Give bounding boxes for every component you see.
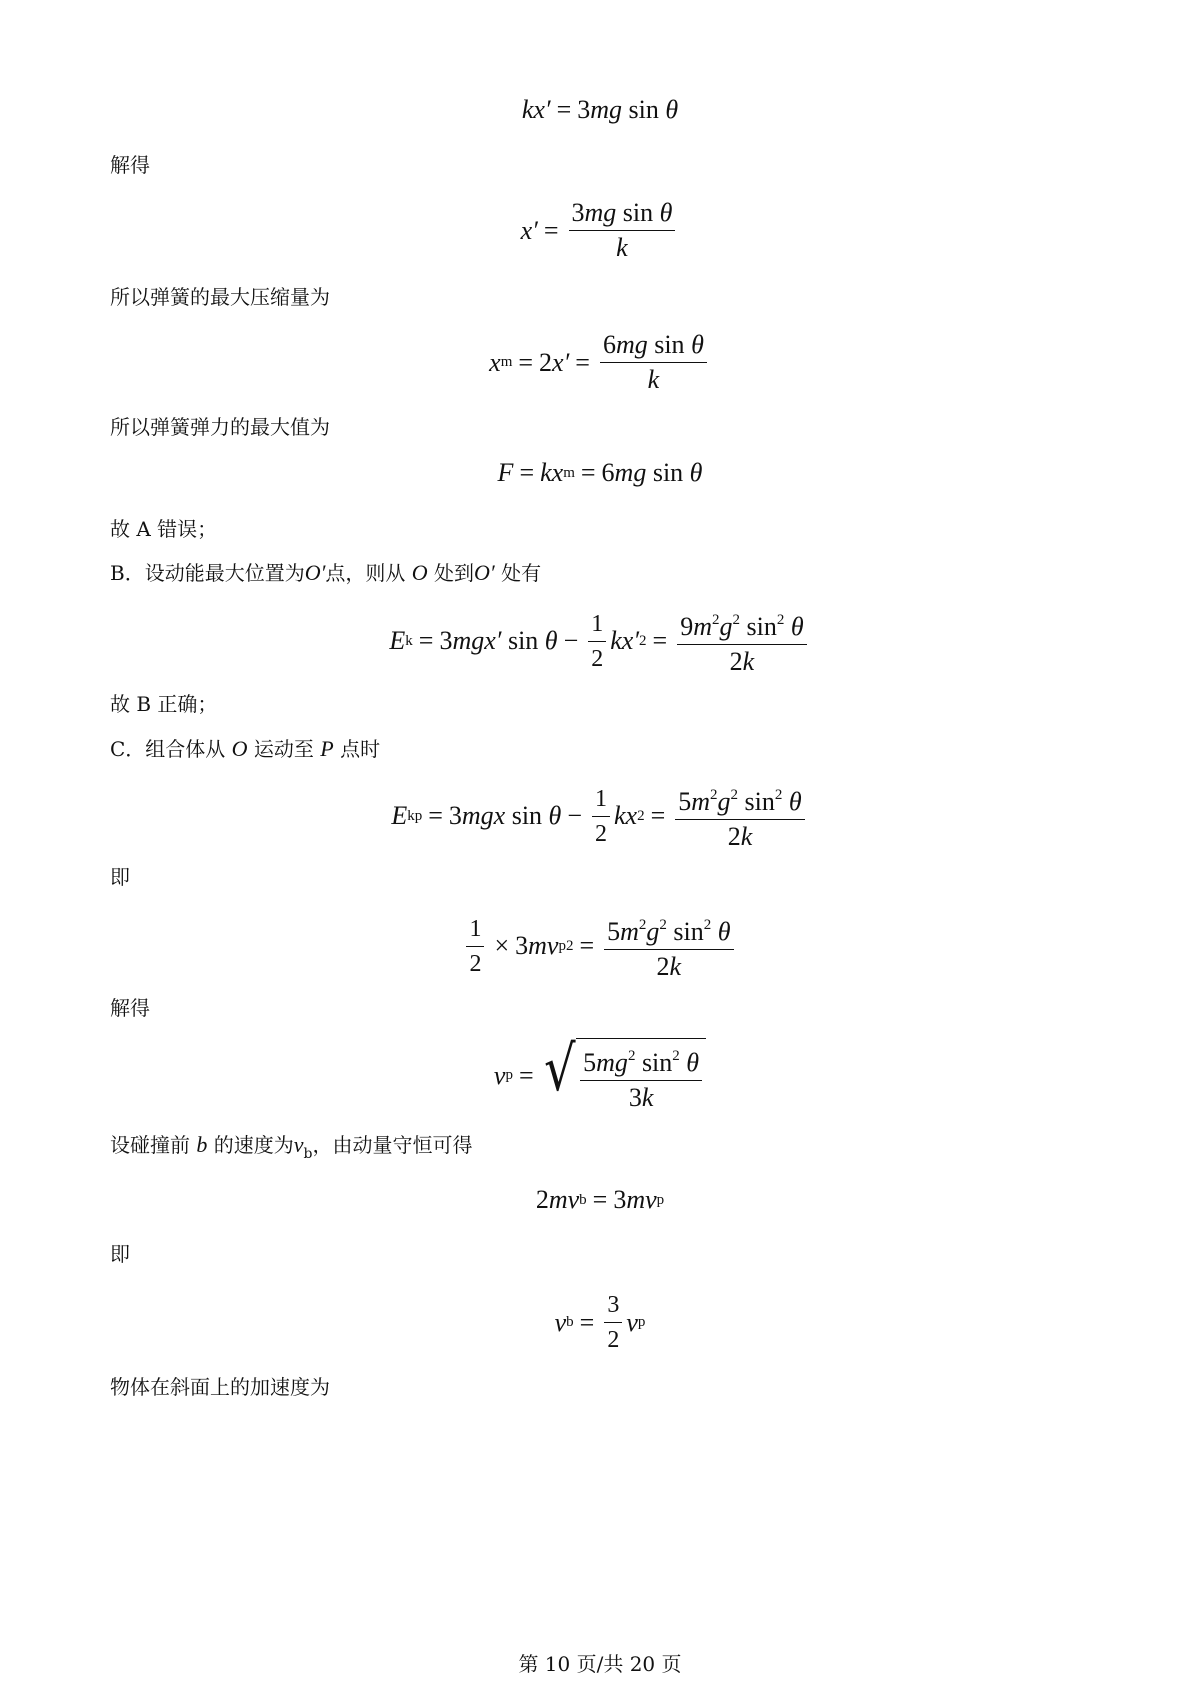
text-mom-part2: 的速度为 [213, 1133, 294, 1157]
equation-9: 2 mv b = 3 mv p [535, 1185, 665, 1214]
text-momentum [110, 1133, 472, 1166]
text-max-compression: 所以弹簧的最大压缩量为 [110, 285, 330, 309]
text-jiede-2: 解得 [110, 996, 150, 1020]
equation-3: x m = 2 x′ = $\frac{\text{6mg sin θ}}{k}$ [0, 330, 1200, 395]
symbol-v-sub-b: b [303, 1146, 313, 1162]
text-b-part3: 处到 [434, 561, 475, 585]
equation-5: E k = 3 mgx′ sin θ − $\frac{1}{2}$ kx′ 2 = $\frac{9m^2g^2 \sin^2 \theta}{2k}$ [0, 605, 1200, 677]
text-acceleration: 物体在斜面上的加速度为 [110, 1375, 330, 1399]
symbol-o-prime: O′ [304, 560, 326, 585]
text-a-wrong: 故 A 错误； [110, 517, 218, 541]
text-c-part1: C．组合体从 [110, 737, 226, 761]
page-footer: 第 10 页/共 20 页 [518, 1652, 682, 1676]
text-b-correct: 故 B 正确； [110, 692, 218, 716]
equation-1: kx′ = 3 mg sin θ [521, 95, 679, 124]
equation-8: v p = √ $\frac{5mg^2 \sin^2 \theta}{3k}$ [0, 1038, 1200, 1113]
text-c-part3: 点时 [340, 737, 381, 761]
text-ji-1: 即 [110, 865, 130, 889]
text-b-part1: B．设动能最大位置为 [110, 561, 305, 585]
symbol-o: O [411, 560, 428, 585]
text-mom-part3: ，由动量守恒可得 [312, 1133, 473, 1157]
symbol-b: b [196, 1132, 208, 1157]
text-ji-2: 即 [110, 1242, 130, 1266]
symbol-o-prime-2: O′ [474, 560, 495, 585]
equation-10: v b = $\frac{3}{2}$ v p [554, 1292, 646, 1354]
text-b-part2: 点，则从 [325, 561, 406, 585]
text-b-intro [110, 561, 541, 585]
symbol-v: v [293, 1132, 304, 1157]
symbol-o-c: O [231, 736, 248, 761]
text-b-part4: 处有 [501, 561, 542, 585]
equation-7: $\frac{1}{2}$ × 3 mv p 2 = $\frac{5m^2g^2 \sin^2 \theta}{2k}$ [0, 910, 1200, 982]
symbol-p: P [320, 736, 334, 761]
equation-2: x′ = $\frac{\text{3mg sin θ}}{k}$ [0, 198, 1200, 263]
text-mom-part1: 设碰撞前 [110, 1133, 190, 1157]
text-c-part2: 运动至 [253, 737, 314, 761]
text-jiede-1: 解得 [110, 153, 150, 177]
text-max-force: 所以弹簧弹力的最大值为 [110, 415, 330, 439]
equation-6: E kp = 3 mgx sin θ − $\frac{1}{2}$ kx 2 = $\frac{5m^2g^2 \sin^2 \theta}{2k}$ [0, 780, 1200, 852]
text-c-intro [110, 737, 380, 761]
equation-4: F = kx m = 6 mg sin θ [497, 458, 703, 487]
